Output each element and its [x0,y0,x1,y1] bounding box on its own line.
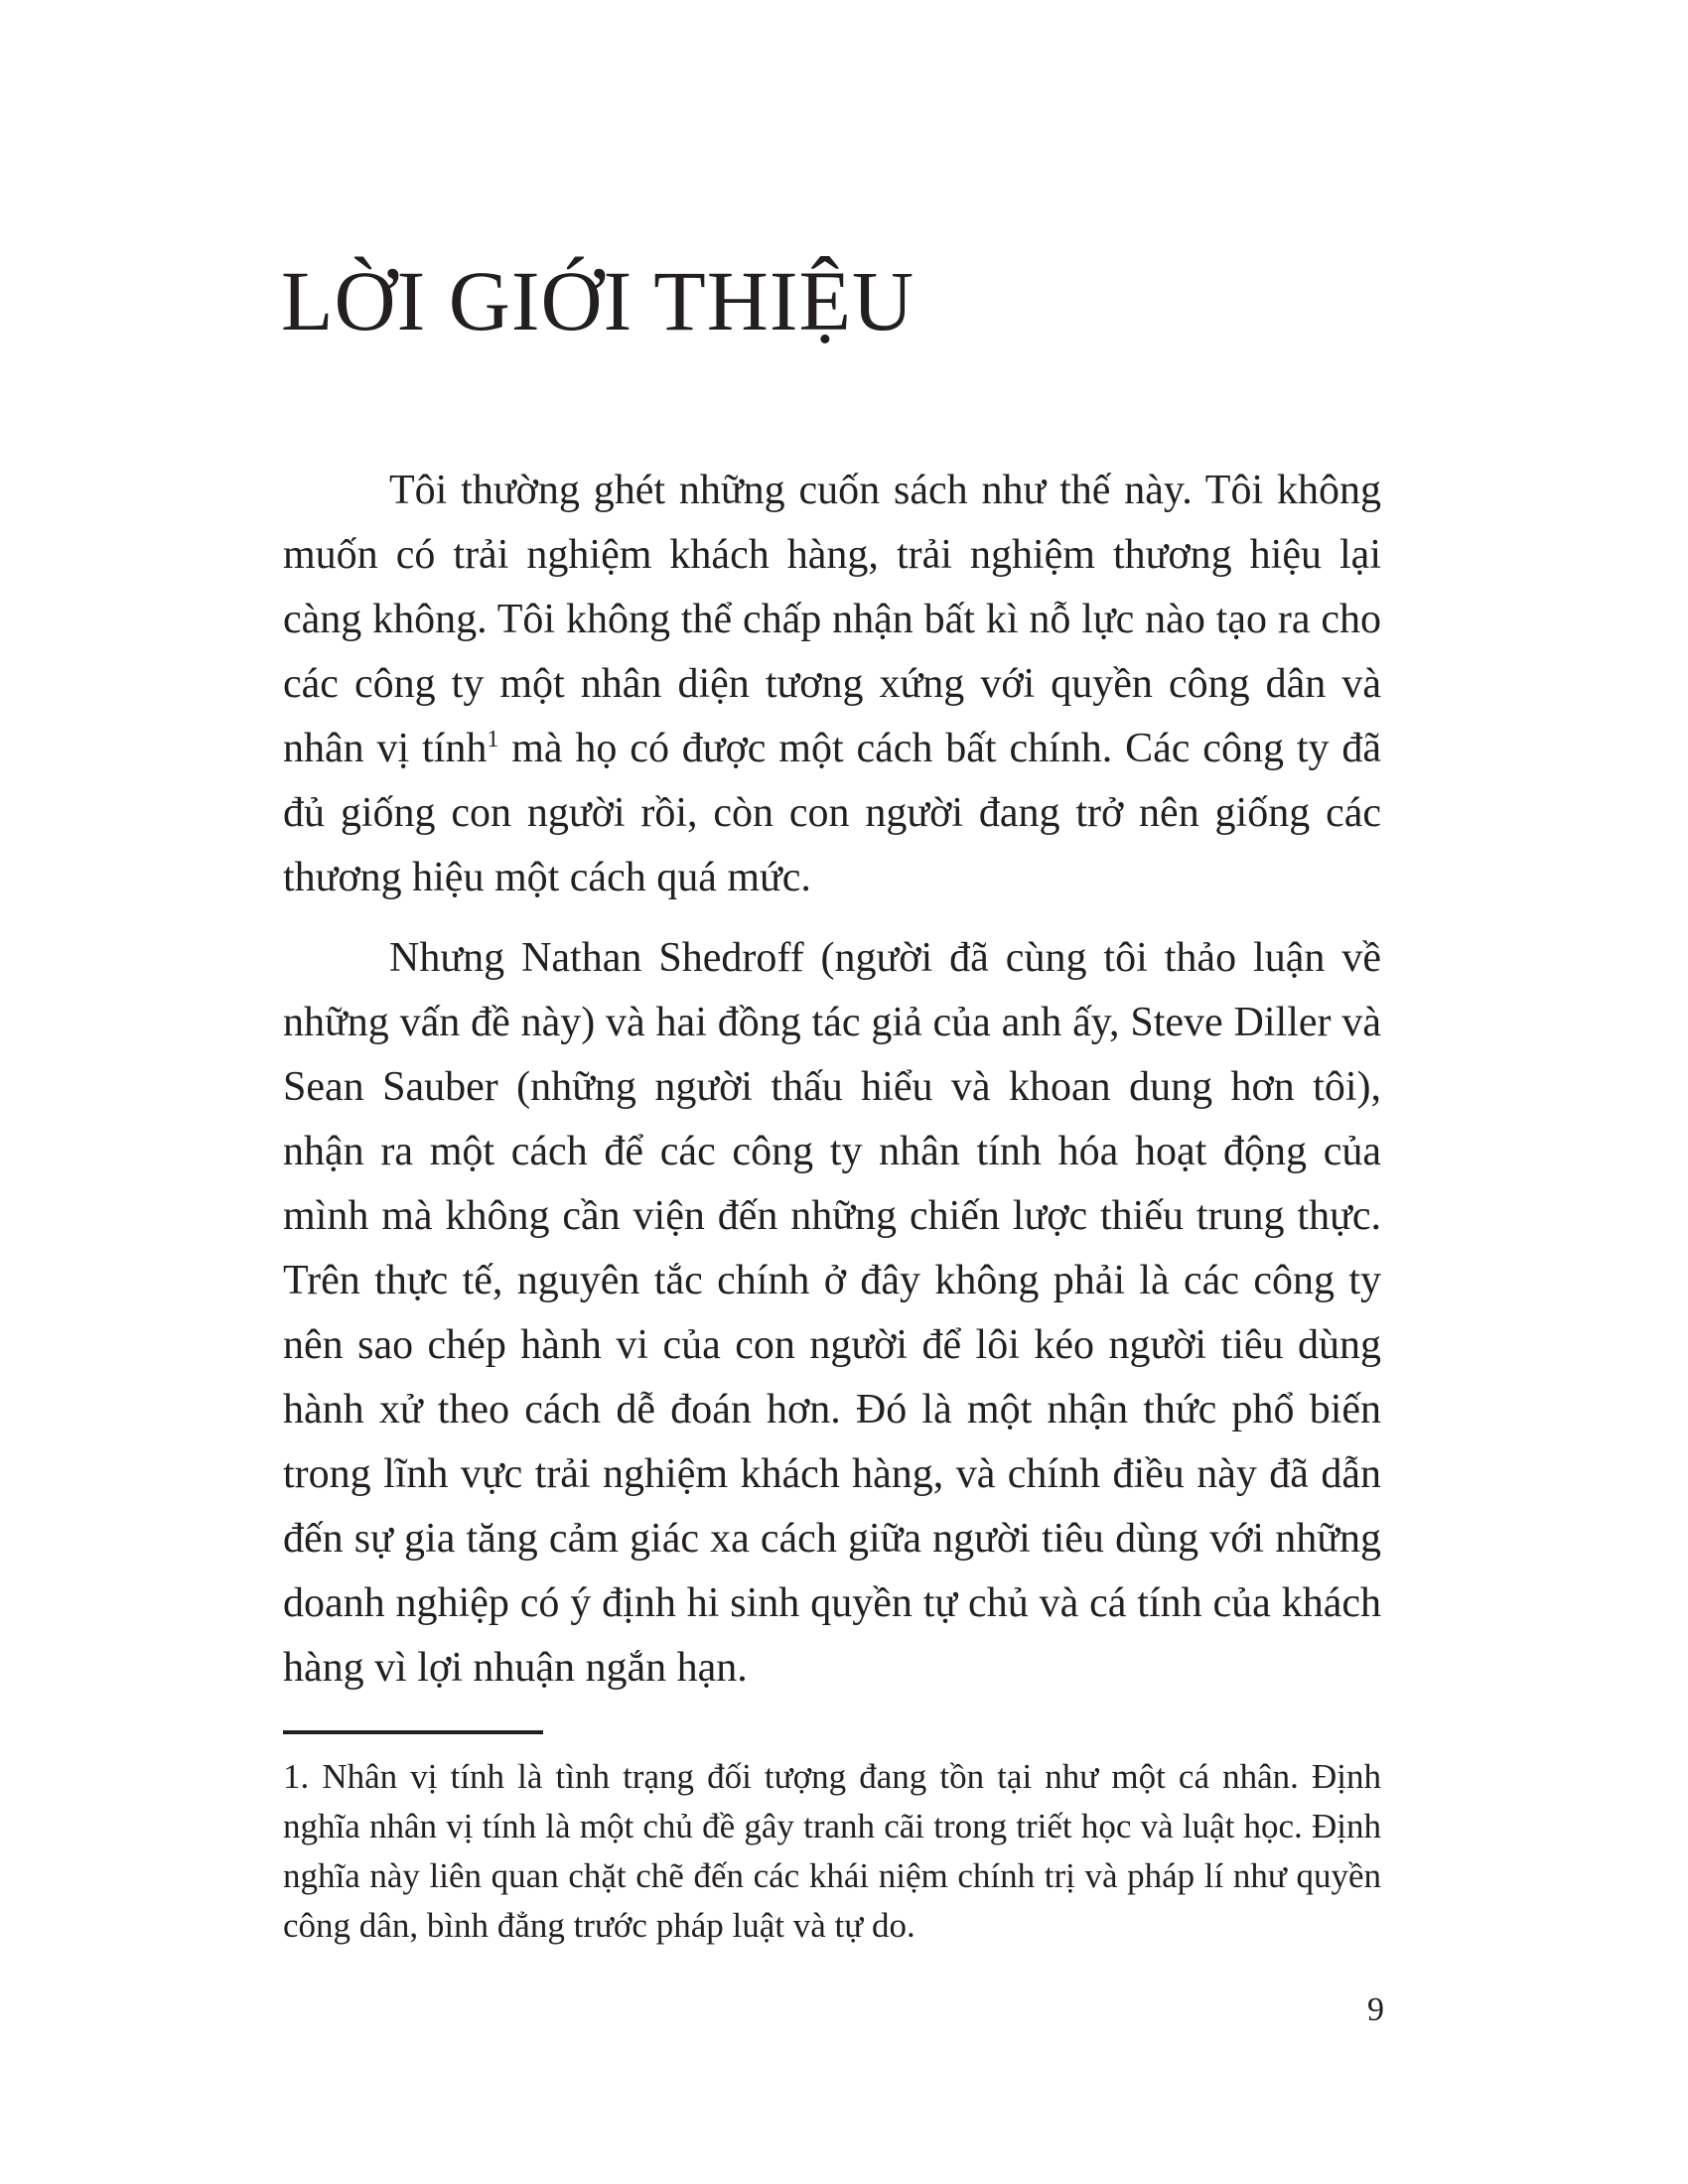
footnote-reference[interactable]: 1 [487,727,499,752]
footnote-divider [283,1730,543,1734]
body-text [283,459,1381,1716]
paragraph-1 [283,459,1381,910]
page-title: LỜI GIỚI THIỆU [281,253,915,348]
paragraph-1-text-b: mà họ có được một cách bất chính. Các công ty đã đủ giống con người rồi, còn con người đang trở nên giống các thương hiệu một cách quá mức. [283,726,1381,900]
footnote-text: 1. Nhân vị tính là tình trạng đối tượng đang tồn tại như một cá nhân. Định nghĩa nhân vị tính là một chủ đề gây tranh cãi trong triết học và luật học. Định nghĩa này liên quan chặt chẽ đến các khái niệm chính trị và pháp lí như quyền công dân, bình đẳng trước pháp luật và tự do. [283,1757,1381,1945]
page-number: 9 [1367,1991,1384,2028]
paragraph-2: Nhưng Nathan Shedroff (người đã cùng tôi thảo luận về những vấn đề này) và hai đồng tác giả của anh ấy, Steve Diller và Sean Sauber (những người thấu hiểu và khoan dung hơn tôi), nhận ra một cách để các công ty nhân tính hóa hoạt động của mình mà không cần viện đến những chiến lược thiếu trung thực. Trên thực tế, nguyên tắc chính ở đây không phải là các công ty nên sao chép hành vi của con người để lôi kéo người tiêu dùng hành xử theo cách dễ đoán hơn. Đó là một nhận thức phổ biến trong lĩnh vực trải nghiệm khách hàng, và chính điều này đã dẫn đến sự gia tăng cảm giác xa cách giữa người tiêu dùng với những doanh nghiệp có ý định hi sinh quyền tự chủ và cá tính của khách hàng vì lợi nhuận ngắn hạn. [283,935,1381,1691]
paragraph-1-text-a: Tôi thường ghét những cuốn sách như thế này. Tôi không muốn có trải nghiệm khách hàng, trải nghiệm thương hiệu lại càng không. Tôi không thể chấp nhận bất kì nỗ lực nào tạo ra cho các công ty một nhân diện tương xứng với quyền công dân và nhân vị tính [283,468,1381,771]
